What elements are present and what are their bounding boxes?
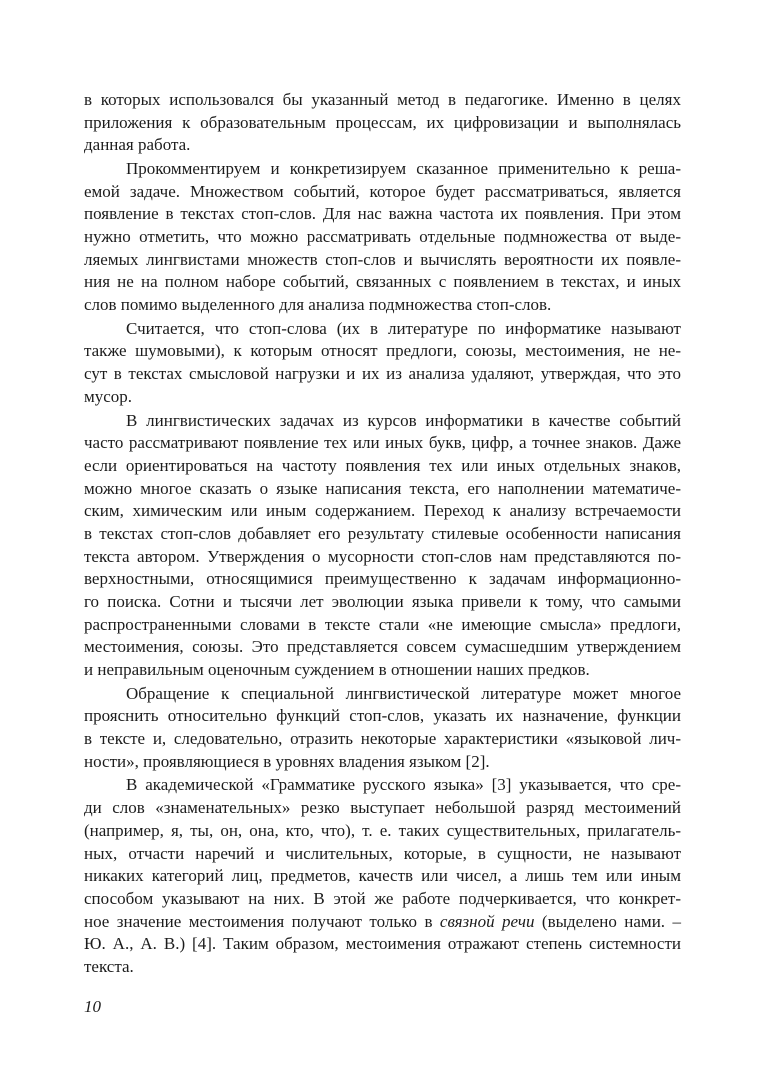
text-line: появление в текстах стоп-слов. Для нас важна частота их появления. При этом bbox=[84, 204, 681, 223]
text-line: емой задаче. Множеством событий, которое будет рассматриваться, является bbox=[84, 182, 681, 201]
paragraph-first-line: Считается, что стоп-слова (их в литературе по информатике называют bbox=[126, 319, 681, 338]
page-number: 10 bbox=[84, 997, 101, 1016]
text-line: распространенными словами в тексте стали «не имеющие смысла» предлоги, bbox=[84, 615, 681, 634]
text-line: также шумовыми), к которым относят предлоги, союзы, местоимения, не не- bbox=[84, 341, 681, 360]
text-line: местоимения, союзы. Это представляется совсем сумасшедшим утверждением bbox=[84, 637, 681, 656]
text-line: текста. bbox=[84, 957, 134, 976]
text-line: ности», проявляющиеся в уровнях владения языком [2]. bbox=[84, 752, 490, 771]
paragraph-first-line: Прокомментируем и конкретизируем сказанное применительно к реша- bbox=[126, 159, 681, 178]
text-line: го поиска. Сотни и тысячи лет эволюции языка привели к тому, что самыми bbox=[84, 592, 681, 611]
text-line: мусор. bbox=[84, 387, 133, 406]
text-line: верхностными, относящимися преимущественно к задачам информационно- bbox=[84, 569, 681, 588]
text-line: в текстах стоп-слов добавляет его результату стилевые особенности написания bbox=[84, 524, 681, 543]
text-line-with-emphasis bbox=[84, 910, 681, 934]
paragraph-first-line: В лингвистических задачах из курсов информатики в качестве событий bbox=[126, 411, 681, 430]
text-line: в которых использовался бы указанный метод в педагогике. Именно в целях bbox=[84, 90, 681, 109]
text-line: часто рассматривают появление тех или иных букв, цифр, а точнее знаков. Даже bbox=[84, 433, 681, 452]
text-line: (например, я, ты, он, она, кто, что), т. е. таких существительных, прилагатель- bbox=[84, 821, 681, 840]
text-line: и неправильным оценочным суждением в отношении наших предков. bbox=[84, 660, 590, 679]
text-line: нужно отметить, что можно рассматривать отдельные подмножества от выде- bbox=[84, 227, 681, 246]
text-line: ных, отчасти наречий и числительных, которые, в сущности, не называют bbox=[84, 844, 681, 863]
text-line: можно многое сказать о языке написания текста, его наполнении математиче- bbox=[84, 479, 681, 498]
text-line: слов помимо выделенного для анализа подмножества стоп-слов. bbox=[84, 295, 552, 314]
text-line: Ю. А., А. В.) [4]. Таким образом, местоимения отражают степень системности bbox=[84, 934, 681, 953]
text-line: в тексте и, следовательно, отразить некоторые характеристики «языковой лич- bbox=[84, 729, 681, 748]
text-line: если ориентироваться на частоту появления тех или иных отдельных знаков, bbox=[84, 456, 681, 475]
text-line: никаких категорий лиц, предметов, качеств или чисел, а лишь тем или иным bbox=[84, 866, 681, 885]
text-line: приложения к образовательным процессам, их цифровизации и выполнялась bbox=[84, 113, 681, 132]
text-line: сут в текстах смысловой нагрузки и их из анализа удаляют, утверждая, что это bbox=[84, 364, 681, 383]
text-line: текста автором. Утверждения о мусорности стоп-слов нам представляются по- bbox=[84, 547, 681, 566]
text-segment: ное значение местоимения получают только в bbox=[84, 912, 440, 931]
emphasis-text: связной речи bbox=[439, 912, 535, 931]
text-line: прояснить относительно функций стоп-слов, указать их назначение, функции bbox=[84, 706, 681, 725]
text-line: ляемых лингвистами множеств стоп-слов и вычислять вероятности их появле- bbox=[84, 250, 681, 269]
text-line: ди слов «знаменательных» резко выступает небольшой разряд местоимений bbox=[84, 798, 681, 817]
text-line: ским, химическим или иным содержанием. Переход к анализу встречаемости bbox=[84, 501, 681, 520]
text-line: ния не на полном наборе событий, связанных с появлением в текстах, и иных bbox=[84, 272, 681, 291]
paragraph-first-line: В академической «Грамматике русского языка» [3] указывается, что сре- bbox=[126, 775, 681, 794]
text-line: способом указывают на них. В этой же работе подчеркивается, что конкрет- bbox=[84, 889, 681, 908]
text-segment: (выделено нами. – bbox=[534, 912, 681, 931]
paragraph-first-line: Обращение к специальной лингвистической литературе может многое bbox=[126, 684, 681, 703]
text-line: данная работа. bbox=[84, 135, 191, 154]
